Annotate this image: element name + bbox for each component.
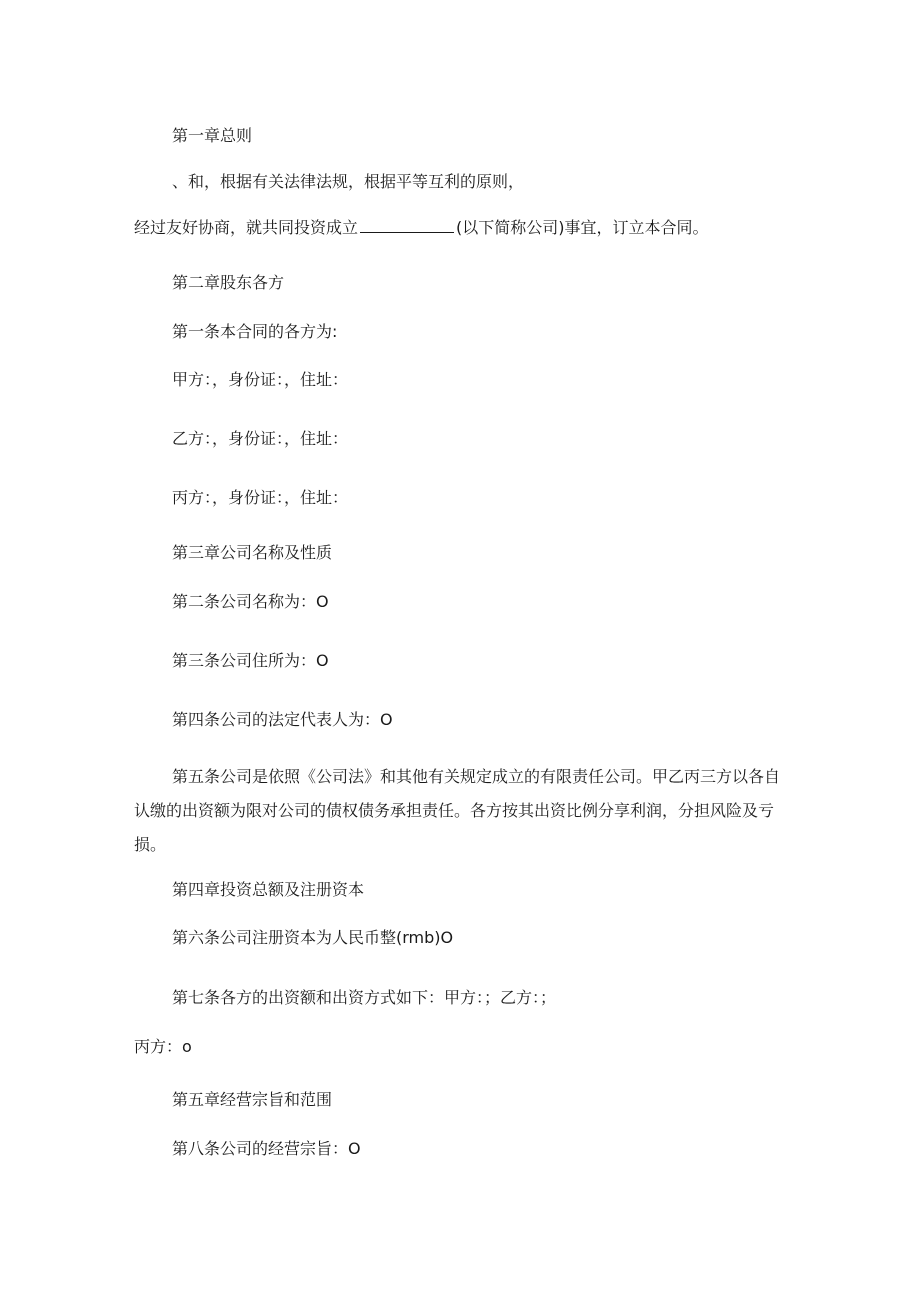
article-5-paragraph: 第五条公司是依照《公司法》和其他有关规定成立的有限责任公司。甲乙丙三方以各自认缴的出资额为限对公司的债权债务承担责任。各方按其出资比例分享利润，分担风险及亏损。	[134, 767, 781, 854]
chapter-1-line-1: 、和，根据有关法律法规，根据平等互利的原则，	[172, 172, 525, 191]
article-8: 第八条公司的经营宗旨：O	[172, 1139, 361, 1158]
article-7: 第七条各方的出资额和出资方式如下：甲方：；乙方：；	[172, 988, 557, 1007]
chapter-1-title: 第一章总则	[172, 126, 253, 145]
company-name-blank	[360, 218, 454, 233]
chapter-4-title: 第四章投资总额及注册资本	[172, 880, 365, 899]
party-b-line: 乙方：，身份证：，住址：	[172, 429, 349, 448]
article-6: 第六条公司注册资本为人民币整(rmb)O	[172, 928, 454, 947]
chapter-1-line-2-prefix: 经过友好协商，就共同投资成立	[134, 218, 359, 237]
article-4: 第四条公司的法定代表人为：O	[172, 710, 393, 729]
article-1: 第一条本合同的各方为:	[172, 322, 338, 341]
party-a-line: 甲方：，身份证：，住址：	[172, 370, 349, 389]
article-2: 第二条公司名称为：O	[172, 592, 329, 611]
chapter-1-line-2-suffix: (以下简称公司)事宜，订立本合同。	[456, 218, 709, 237]
chapter-1-line-2	[134, 218, 709, 238]
chapter-5-title: 第五章经营宗旨和范围	[172, 1090, 333, 1109]
chapter-3-title: 第三章公司名称及性质	[172, 543, 333, 562]
article-3: 第三条公司住所为：O	[172, 651, 329, 670]
party-c-line: 丙方：，身份证：，住址：	[172, 488, 349, 507]
article-7-continued: 丙方：o	[134, 1037, 192, 1056]
chapter-2-title: 第二章股东各方	[172, 273, 285, 292]
